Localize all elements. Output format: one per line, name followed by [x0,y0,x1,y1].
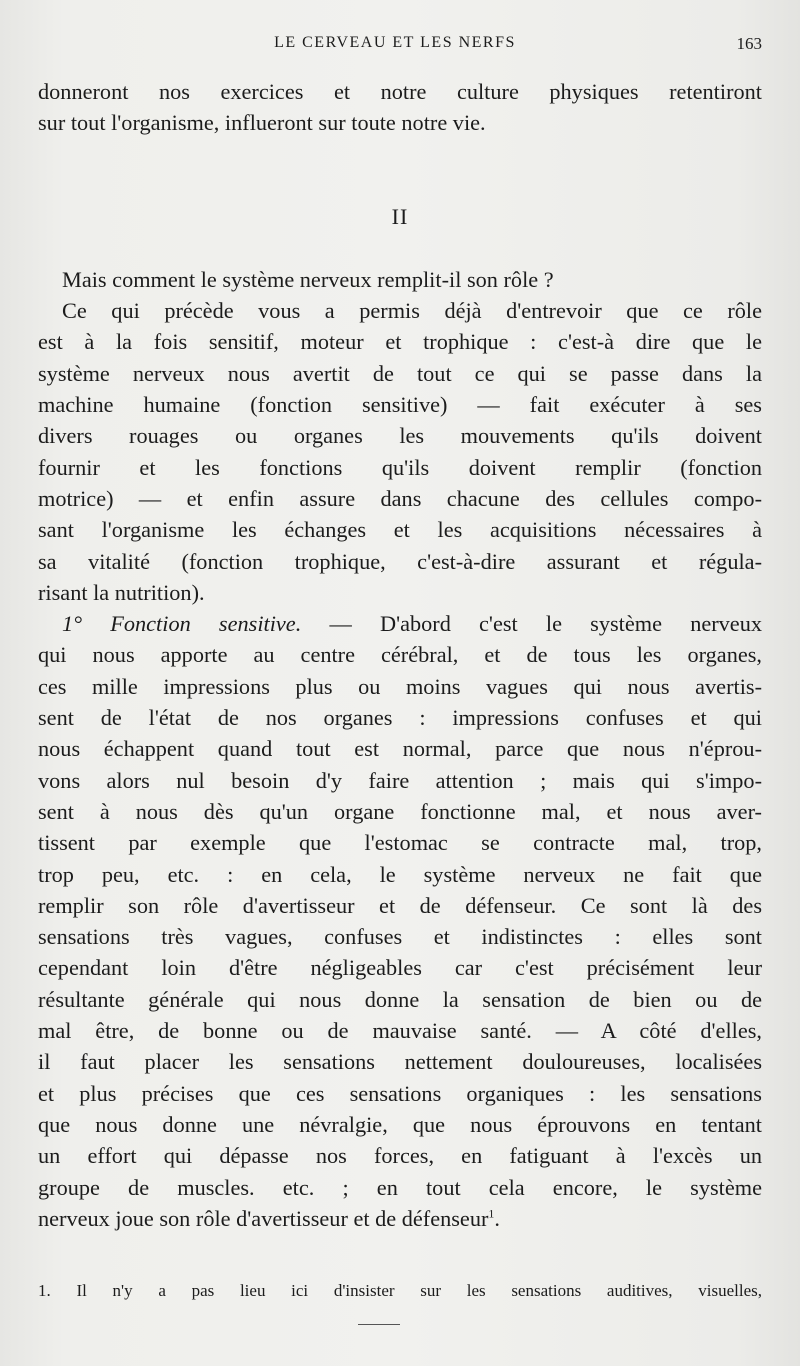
text-line: sent à nous dès qu'un organe fonctionne mal, et nous aver- [38,798,762,824]
text-line: sent de l'état de nos organes : impressions confuses et qui [38,705,762,731]
section-spacer [38,139,762,201]
text-line: donneront nos exercices et notre culture physiques retentiront [38,79,762,104]
body-text [38,76,762,1234]
text-line: sa vitalité (fonction trophique, c'est-à-dire assurant et régula- [38,548,762,574]
footnote-divider [358,1324,400,1325]
text-line: que nous donne une névralgie, que nous éprouvons en tentant [38,1111,762,1137]
text-line: groupe de muscles. etc. ; en tout cela encore, le système [38,1174,762,1200]
text-line: nous échappent quand tout est normal, parce que nous n'éprou- [38,736,762,762]
text-line: vons alors nul besoin d'y faire attention ; mais qui s'impo- [38,767,762,793]
text-line: motrice) — et enfin assure dans chacune des cellules compo- [38,485,762,511]
paragraph-heading: 1° Fonction sensitive. [62,611,302,637]
text-fragment: . [494,1205,500,1231]
text-line: remplir son rôle d'avertisseur et de défenseur. Ce sont là des [38,892,762,918]
section-numeral: II [391,203,409,229]
text-line: qui nous apporte au centre cérébral, et de tous les organes, [38,642,762,668]
page-number: 163 [736,34,762,53]
text-line: Ce qui précède vous a permis déjà d'entrevoir que ce rôle [62,298,762,324]
footnote: 1. Il n'y a pas lieu ici d'insister sur les sensations auditives, visuelles, [38,1281,762,1300]
text-line: et plus précises que ces sensations organiques : les sensations [38,1080,762,1106]
text-line: fournir et les fonctions qu'ils doivent remplir (fonction [38,454,762,480]
text-line: ces mille impressions plus ou moins vagues qui nous avertis- [38,673,762,699]
text-line: tissent par exemple que l'estomac se contracte mal, trop, [38,830,762,856]
text-line: résultante générale qui nous donne la sensation de bien ou de [38,986,762,1012]
question-line: Mais comment le système nerveux remplit-il son rôle ? [62,266,554,292]
text-fragment: — D'abord c'est le système nerveux [301,611,762,637]
text-fragment: nerveux joue son rôle d'avertisseur et de défenseur [38,1205,489,1231]
running-title: LE CERVEAU ET LES NERFS [274,34,516,51]
text-line: mal être, de bonne ou de mauvaise santé. — A côté d'elles, [38,1018,762,1044]
text-line: sant l'organisme les échanges et les acquisitions nécessaires à [38,517,762,543]
paragraph-heading-line [38,608,762,639]
text-line: système nerveux nous avertit de tout ce qui se passe dans la [38,360,762,386]
text-line: divers rouages ou organes les mouvements qu'ils doivent [38,423,762,449]
text-line: il faut placer les sensations nettement douloureuses, localisées [38,1049,762,1075]
running-head [0,34,800,58]
text-line: un effort qui dépasse nos forces, en fatiguant à l'excès un [38,1143,762,1169]
text-line: trop peu, etc. : en cela, le système nerveux ne fait que [38,861,762,887]
text-line: cependant loin d'être négligeables car c'est précisément leur [38,955,762,981]
text-line: sensations très vagues, confuses et indistinctes : elles sont [38,924,762,950]
section-spacer [38,232,762,264]
text-line: est à la fois sensitif, moteur et trophique : c'est-à dire que le [38,329,762,355]
footnote-marker[interactable]: 1 [488,1206,495,1221]
text-line: risant la nutrition). [38,579,205,605]
text-line-final [38,1203,762,1234]
text-line: machine humaine (fonction sensitive) — fait exécuter à ses [38,392,762,418]
text-line: sur tout l'organisme, influeront sur toute notre vie. [38,110,486,136]
